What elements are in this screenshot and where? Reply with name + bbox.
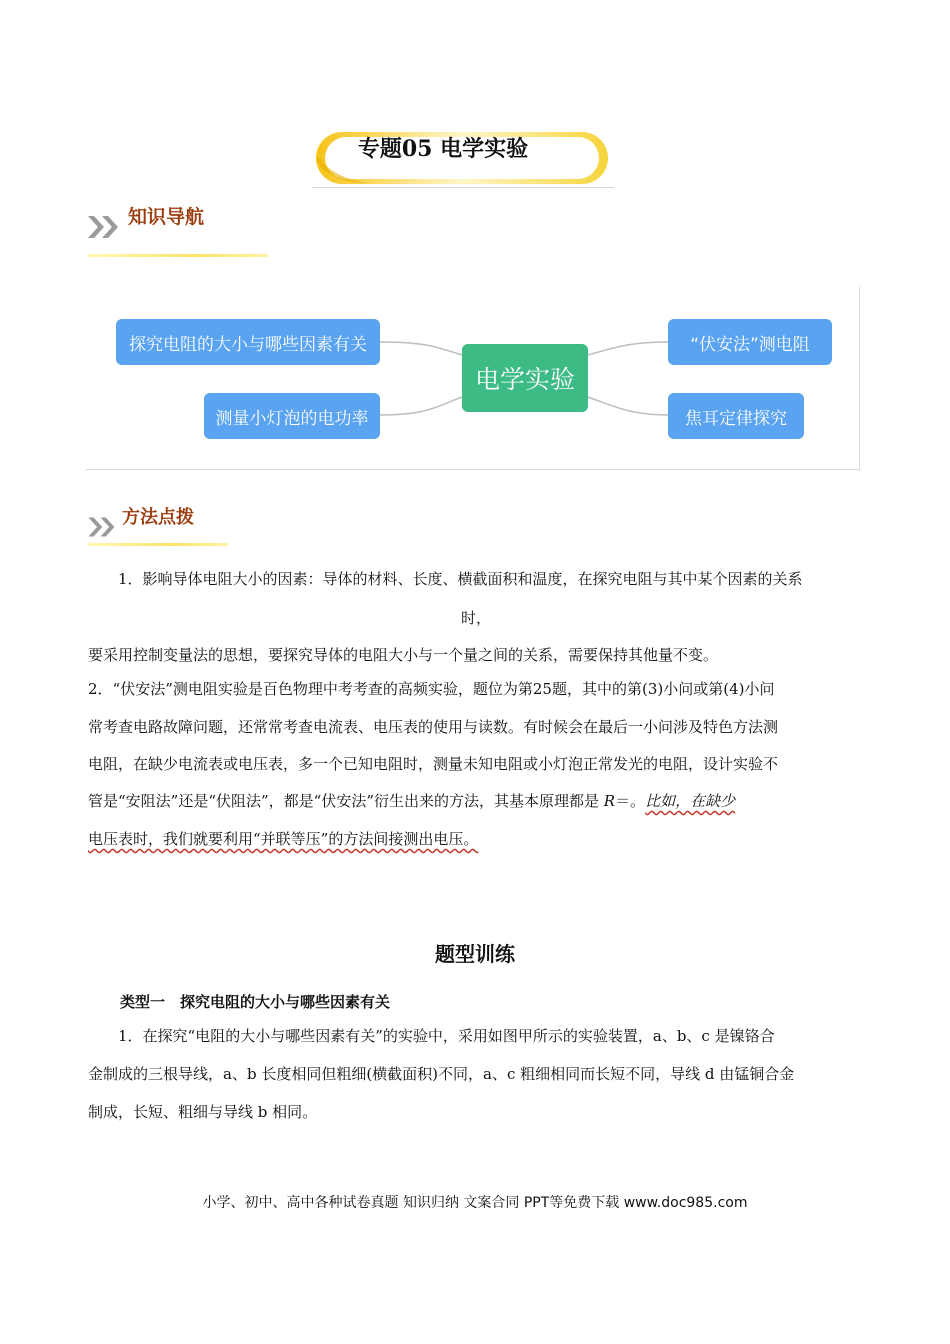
title-divider (312, 187, 614, 188)
title-banner (312, 128, 614, 188)
section-knowledge-nav (88, 198, 268, 248)
method-p1-line2: 时， (460, 609, 491, 627)
page-title: 专题05 电学实验 (357, 136, 529, 162)
method-p2-line3: 电阻，在缺少电流表或电压表，多一个已知电阻时，测量未知电阻或小灯泡正常发光的电阻，设计实验不 (88, 755, 779, 773)
method-p2-line5: 电压表时，我们就要利用“并联等压”的方法间接测出电压。 (88, 830, 479, 848)
section-underline (88, 543, 228, 546)
method-p2-line1: 2．“伏安法”测电阻实验是百色物理中考考查的高频实验，题位为第25题，其中的第(3)小问或第(4)小问 (88, 680, 775, 698)
method-p2-line2: 常考查电路故障问题，还常常考查电流表、电压表的使用与读数。有时候会在最后一小问涉及特色方法测 (88, 718, 779, 736)
double-chevron-icon (88, 212, 124, 242)
method-p1-line3: 要采用控制变量法的思想，要探究导体的电阻大小与一个量之间的关系，需要保持其他量不变。 (88, 646, 719, 664)
method-p1-line1: 1．影响导体电阻大小的因素：导体的材料、长度、横截面积和温度，在探究电阻与其中某个因素的关系 (118, 570, 803, 588)
method-p2-line4-eq: ＝。 (615, 792, 646, 810)
method-p2-line4 (88, 790, 864, 811)
mind-map (86, 287, 860, 470)
formula-variable: R (603, 792, 616, 810)
mind-map-node-bulb-power: 测量小灯泡的电功率 (204, 393, 380, 439)
section-underline (88, 254, 268, 257)
section-title: 方法点拨 (122, 507, 194, 528)
mind-map-node-joule-law: 焦耳定律探究 (668, 393, 804, 439)
method-p2-line4-text: 管是“安阻法”还是“伏阻法”，都是“伏安法”衍生出来的方法，其基本原理都是 (88, 792, 604, 810)
question1-line1: 1．在探究“电阻的大小与哪些因素有关”的实验中，采用如图甲所示的实验装置，a、b、c 是镍铬合 (118, 1027, 775, 1045)
method-p2-line4-tail: 比如，在缺少 (645, 792, 736, 810)
mind-map-node-resistance-factors: 探究电阻的大小与哪些因素有关 (116, 319, 380, 365)
page-footer: 小学、初中、高中各种试卷真题 知识归纳 文案合同 PPT等免费下载 www.doc985.com (202, 1195, 748, 1211)
question1-line3: 制成，长短、粗细与导线 b 相同。 (88, 1103, 318, 1121)
mind-map-node-voltammetry: “伏安法”测电阻 (668, 319, 832, 365)
double-chevron-icon (88, 514, 120, 540)
type1-heading: 类型一 探究电阻的大小与哪些因素有关 (120, 993, 391, 1011)
mind-map-center-node: 电学实验 (462, 344, 588, 412)
practice-heading: 题型训练 (435, 942, 515, 966)
question1-line2: 金制成的三根导线，a、b 长度相同但粗细(横截面积)不同，a、c 粗细相同而长短不同，导线 d 由锰铜合金 (88, 1065, 795, 1083)
section-title: 知识导航 (128, 206, 205, 228)
